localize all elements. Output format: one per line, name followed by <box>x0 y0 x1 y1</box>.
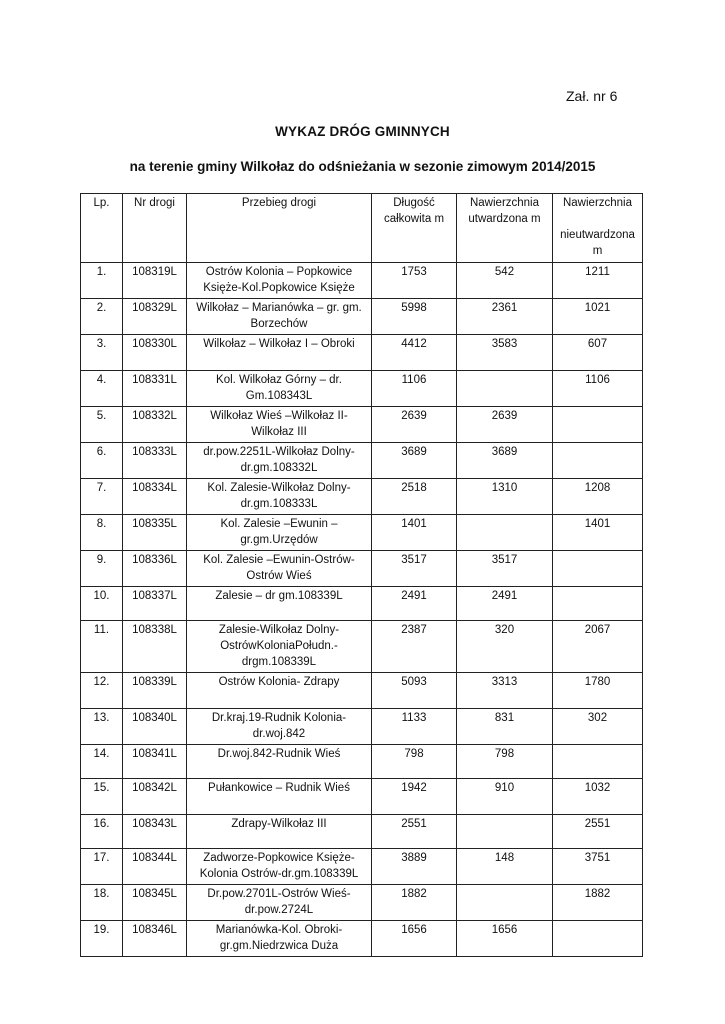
cell-przebieg: Dr.pow.2701L-Ostrów Wieś-dr.pow.2724L <box>187 885 372 921</box>
cell-lp: 9. <box>81 551 123 587</box>
cell-utwardzona <box>457 885 553 921</box>
cell-nieutwardzona <box>553 745 643 779</box>
roads-table <box>80 193 643 957</box>
cell-przebieg: Zalesie-Wilkołaz Dolny-OstrówKoloniaPołudn.-drgm.108339L <box>187 621 372 673</box>
cell-utwardzona <box>457 515 553 551</box>
cell-dlugosc: 1133 <box>372 709 457 745</box>
cell-nieutwardzona: 2551 <box>553 815 643 849</box>
cell-dlugosc: 1106 <box>372 371 457 407</box>
attachment-number: Zał. nr 6 <box>566 88 618 104</box>
cell-nieutwardzona: 3751 <box>553 849 643 885</box>
table-row <box>81 885 643 921</box>
cell-nieutwardzona: 1021 <box>553 299 643 335</box>
cell-dlugosc: 2551 <box>372 815 457 849</box>
cell-dlugosc: 1942 <box>372 779 457 815</box>
cell-nieutwardzona: 1882 <box>553 885 643 921</box>
cell-nr-drogi: 108340L <box>123 709 187 745</box>
cell-utwardzona: 798 <box>457 745 553 779</box>
cell-przebieg: Dr.kraj.19-Rudnik Kolonia-dr.woj.842 <box>187 709 372 745</box>
cell-dlugosc: 2491 <box>372 587 457 621</box>
table-row <box>81 673 643 709</box>
table-row <box>81 921 643 957</box>
cell-dlugosc: 798 <box>372 745 457 779</box>
cell-utwardzona: 2361 <box>457 299 553 335</box>
table-body <box>81 263 643 957</box>
cell-nr-drogi: 108338L <box>123 621 187 673</box>
cell-przebieg: Marianówka-Kol. Obroki-gr.gm.Niedrzwica Duża <box>187 921 372 957</box>
cell-nieutwardzona <box>553 443 643 479</box>
cell-lp: 15. <box>81 779 123 815</box>
cell-lp: 1. <box>81 263 123 299</box>
cell-przebieg: Wilkołaz Wieś –Wilkołaz II-Wilkołaz III <box>187 407 372 443</box>
cell-lp: 4. <box>81 371 123 407</box>
cell-dlugosc: 1656 <box>372 921 457 957</box>
table-row <box>81 587 643 621</box>
cell-utwardzona: 3517 <box>457 551 553 587</box>
cell-nr-drogi: 108343L <box>123 815 187 849</box>
table-row <box>81 551 643 587</box>
cell-utwardzona: 148 <box>457 849 553 885</box>
cell-nr-drogi: 108332L <box>123 407 187 443</box>
cell-utwardzona: 3583 <box>457 335 553 371</box>
table-row <box>81 479 643 515</box>
cell-nr-drogi: 108342L <box>123 779 187 815</box>
table-header-row <box>81 194 643 263</box>
cell-nr-drogi: 108333L <box>123 443 187 479</box>
cell-nr-drogi: 108346L <box>123 921 187 957</box>
cell-nieutwardzona: 1208 <box>553 479 643 515</box>
cell-przebieg: Kol. Wilkołaz Górny – dr. Gm.108343L <box>187 371 372 407</box>
cell-dlugosc: 1882 <box>372 885 457 921</box>
cell-lp: 16. <box>81 815 123 849</box>
cell-przebieg: Zalesie – dr gm.108339L <box>187 587 372 621</box>
cell-utwardzona: 320 <box>457 621 553 673</box>
cell-lp: 2. <box>81 299 123 335</box>
cell-lp: 12. <box>81 673 123 709</box>
cell-dlugosc: 1753 <box>372 263 457 299</box>
cell-nieutwardzona <box>553 921 643 957</box>
cell-utwardzona: 2639 <box>457 407 553 443</box>
cell-przebieg: Wilkołaz – Marianówka – gr. gm. Borzechów <box>187 299 372 335</box>
cell-dlugosc: 3517 <box>372 551 457 587</box>
cell-przebieg: Pułankowice – Rudnik Wieś <box>187 779 372 815</box>
cell-nieutwardzona: 1401 <box>553 515 643 551</box>
cell-nieutwardzona: 1106 <box>553 371 643 407</box>
cell-przebieg: Kol. Zalesie-Wilkołaz Dolny-dr.gm.108333L <box>187 479 372 515</box>
table-row <box>81 443 643 479</box>
cell-dlugosc: 2387 <box>372 621 457 673</box>
cell-przebieg: Kol. Zalesie –Ewunin-Ostrów-Ostrów Wieś <box>187 551 372 587</box>
cell-dlugosc: 5093 <box>372 673 457 709</box>
cell-nr-drogi: 108345L <box>123 885 187 921</box>
cell-lp: 6. <box>81 443 123 479</box>
cell-dlugosc: 2518 <box>372 479 457 515</box>
cell-przebieg: Dr.woj.842-Rudnik Wieś <box>187 745 372 779</box>
cell-lp: 13. <box>81 709 123 745</box>
cell-nr-drogi: 108337L <box>123 587 187 621</box>
cell-utwardzona: 2491 <box>457 587 553 621</box>
cell-nr-drogi: 108334L <box>123 479 187 515</box>
col-header-nieutwardzona-bottom: nieutwardzona m <box>560 229 635 257</box>
cell-nieutwardzona: 1211 <box>553 263 643 299</box>
cell-utwardzona <box>457 815 553 849</box>
cell-lp: 10. <box>81 587 123 621</box>
document-title: WYKAZ DRÓG GMINNYCH <box>275 124 450 139</box>
cell-przebieg: dr.pow.2251L-Wilkołaz Dolny-dr.gm.108332L <box>187 443 372 479</box>
cell-dlugosc: 5998 <box>372 299 457 335</box>
cell-przebieg: Ostrów Kolonia- Zdrapy <box>187 673 372 709</box>
col-header-nieutwardzona <box>553 194 643 263</box>
table-row <box>81 779 643 815</box>
cell-lp: 5. <box>81 407 123 443</box>
col-header-utwardzona: Nawierzchnia utwardzona m <box>457 194 553 263</box>
col-header-przebieg: Przebieg drogi <box>187 194 372 263</box>
cell-nieutwardzona <box>553 587 643 621</box>
col-header-lp: Lp. <box>81 194 123 263</box>
cell-nieutwardzona <box>553 551 643 587</box>
table-row <box>81 407 643 443</box>
cell-nieutwardzona: 1780 <box>553 673 643 709</box>
cell-lp: 19. <box>81 921 123 957</box>
cell-utwardzona: 831 <box>457 709 553 745</box>
cell-lp: 7. <box>81 479 123 515</box>
cell-utwardzona: 1310 <box>457 479 553 515</box>
col-header-dlugosc: Długość całkowita m <box>372 194 457 263</box>
cell-lp: 3. <box>81 335 123 371</box>
table-row <box>81 299 643 335</box>
cell-lp: 18. <box>81 885 123 921</box>
cell-nr-drogi: 108329L <box>123 299 187 335</box>
cell-utwardzona <box>457 371 553 407</box>
table-row <box>81 849 643 885</box>
cell-nieutwardzona: 2067 <box>553 621 643 673</box>
cell-utwardzona: 3689 <box>457 443 553 479</box>
document-subtitle: na terenie gminy Wilkołaz do odśnieżania w sezonie zimowym 2014/2015 <box>129 159 596 174</box>
cell-przebieg: Kol. Zalesie –Ewunin – gr.gm.Urzędów <box>187 515 372 551</box>
col-header-nieutwardzona-top: Nawierzchnia <box>562 197 633 209</box>
cell-utwardzona: 910 <box>457 779 553 815</box>
cell-nr-drogi: 108331L <box>123 371 187 407</box>
cell-nr-drogi: 108339L <box>123 673 187 709</box>
cell-nieutwardzona: 1032 <box>553 779 643 815</box>
cell-przebieg: Zdrapy-Wilkołaz III <box>187 815 372 849</box>
cell-przebieg: Ostrów Kolonia – Popkowice Księże-Kol.Popkowice Księże <box>187 263 372 299</box>
cell-lp: 17. <box>81 849 123 885</box>
cell-przebieg: Wilkołaz – Wilkołaz I – Obroki <box>187 335 372 371</box>
cell-nr-drogi: 108330L <box>123 335 187 371</box>
cell-dlugosc: 4412 <box>372 335 457 371</box>
table-row <box>81 515 643 551</box>
cell-nr-drogi: 108341L <box>123 745 187 779</box>
cell-utwardzona: 542 <box>457 263 553 299</box>
table-row <box>81 371 643 407</box>
cell-przebieg: Zadworze-Popkowice Księże-Kolonia Ostrów-dr.gm.108339L <box>187 849 372 885</box>
cell-nr-drogi: 108336L <box>123 551 187 587</box>
cell-dlugosc: 3689 <box>372 443 457 479</box>
table-row <box>81 815 643 849</box>
cell-lp: 8. <box>81 515 123 551</box>
cell-dlugosc: 1401 <box>372 515 457 551</box>
cell-nr-drogi: 108335L <box>123 515 187 551</box>
cell-dlugosc: 2639 <box>372 407 457 443</box>
col-header-nr-drogi: Nr drogi <box>123 194 187 263</box>
table-row <box>81 335 643 371</box>
cell-utwardzona: 3313 <box>457 673 553 709</box>
cell-dlugosc: 3889 <box>372 849 457 885</box>
cell-nieutwardzona: 607 <box>553 335 643 371</box>
cell-lp: 11. <box>81 621 123 673</box>
table-row <box>81 263 643 299</box>
cell-nr-drogi: 108344L <box>123 849 187 885</box>
table-row <box>81 745 643 779</box>
cell-utwardzona: 1656 <box>457 921 553 957</box>
cell-nieutwardzona: 302 <box>553 709 643 745</box>
cell-nieutwardzona <box>553 407 643 443</box>
table-row <box>81 709 643 745</box>
cell-nr-drogi: 108319L <box>123 263 187 299</box>
table-row <box>81 621 643 673</box>
cell-lp: 14. <box>81 745 123 779</box>
